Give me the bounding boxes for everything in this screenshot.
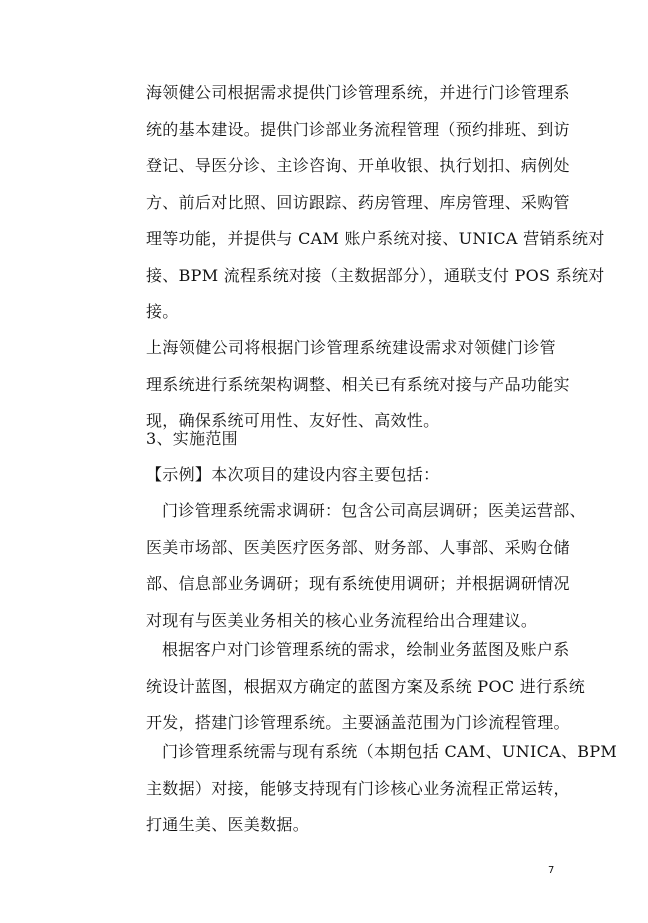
- section-heading: [146, 421, 556, 458]
- paragraph-integration: [146, 734, 618, 844]
- text-line: 上海领健公司将根据门诊管理系统建设需求对领健门诊管: [146, 338, 556, 357]
- text-line: 理等功能，并提供与 CAM 账户系统对接、UNICA 营销系统对: [146, 229, 605, 248]
- text-line: 对现有与医美业务相关的核心业务流程给出合理建议。: [146, 610, 538, 630]
- text-line: 接。: [146, 302, 179, 321]
- text-line: 理系统进行系统架构调整、相关已有系统对接与产品功能实: [146, 374, 570, 394]
- paragraph-blueprint: [146, 632, 585, 742]
- text-line: 接、BPM 流程系统对接（主数据部分），通联支付 POS 系统对: [146, 265, 605, 285]
- text-line: 部、信息部业务调研；现有系统使用调研；并根据调研情况: [146, 574, 570, 593]
- text-line: 门诊管理系统需与现有系统（本期包括 CAM、UNICA、BPM: [162, 742, 618, 761]
- text-line: 统设计蓝图，根据双方确定的蓝图方案及系统 POC 进行系统: [146, 676, 585, 696]
- text-line: 统的基本建设。提供门诊部业务流程管理（预约排班、到访: [146, 119, 570, 139]
- paragraph-requirements-research: [146, 493, 586, 639]
- text-line: 方、前后对比照、回访跟踪、药房管理、库房管理、采购管: [146, 192, 570, 212]
- text-line: 根据客户对门诊管理系统的需求，绘制业务蓝图及账户系: [162, 640, 570, 659]
- example-intro: [146, 457, 556, 494]
- text-line: 主数据）对接，能够支持现有门诊核心业务流程正常运转，: [146, 778, 570, 798]
- text-line: 现，确保系统可用性、友好性、高效性。: [146, 411, 440, 430]
- example-intro-text: 【示例】本次项目的建设内容主要包括：: [146, 465, 440, 484]
- text-line: 登记、导医分诊、主诊咨询、开单收银、执行划扣、病例处: [146, 156, 570, 175]
- text-line: 门诊管理系统需求调研：包含公司高层调研；医美运营部、: [162, 501, 586, 520]
- text-line: 打通生美、医美数据。: [146, 815, 310, 834]
- paragraph-system-overview: [146, 75, 605, 331]
- text-line: 海领健公司根据需求提供门诊管理系统，并进行门诊管理系: [146, 83, 570, 102]
- text-line: 医美市场部、医美医疗医务部、财务部、人事部、采购仓储: [146, 537, 570, 557]
- text-line: 开发，搭建门诊管理系统。主要涵盖范围为门诊流程管理。: [146, 713, 570, 732]
- section-heading-text: 3、实施范围: [146, 429, 238, 448]
- page-number: 7: [548, 865, 555, 876]
